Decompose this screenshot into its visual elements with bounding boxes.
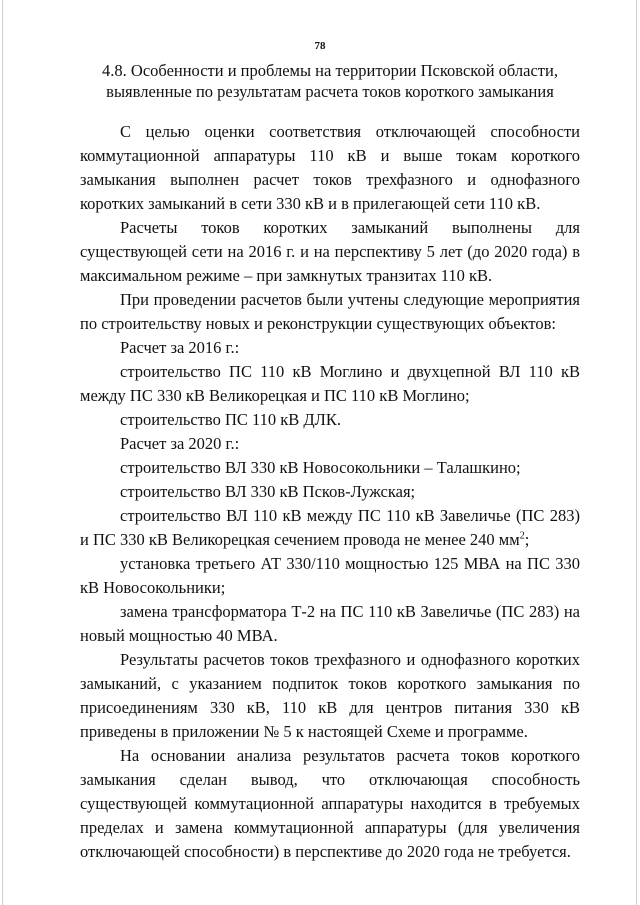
list-item-moglino: строительство ПС 110 кВ Моглино и двухцепной ВЛ 110 кВ между ПС 330 кВ Великорецкая и ПС 110 кВ Моглино;: [80, 362, 580, 405]
section-heading: [90, 60, 570, 102]
cross-section-text: строительство ВЛ 110 кВ между ПС 110 кВ Завеличье (ПС 283) и ПС 330 кВ Великорецкая сечением провода не менее 240 мм: [80, 506, 580, 549]
section-heading-line-2: выявленные по результатам расчета токов короткого замыкания: [106, 82, 554, 101]
list-item-novosokolniki-talashkino: строительство ВЛ 330 кВ Новосокольники – Талашкино;: [120, 458, 521, 477]
scan-edge-right: [636, 0, 637, 905]
scan-edge-left: [2, 0, 3, 905]
list-item-zavelichye-line: [80, 504, 580, 552]
section-heading-line-1: 4.8. Особенности и проблемы на территории Псковской области,: [102, 61, 558, 80]
list-item-third-autotransformer: установка третьего АТ 330/110 мощностью 125 МВА на ПС 330 кВ Новосокольники;: [80, 554, 580, 597]
paragraph-calc-2020: Расчет за 2020 г.:: [120, 434, 240, 453]
cross-section-tail: ;: [524, 530, 530, 549]
page-number: 78: [314, 40, 326, 52]
superscript-squared: 2: [519, 530, 525, 542]
body-text: [80, 120, 580, 864]
list-item-transformer-replacement: замена трансформатора Т-2 на ПС 110 кВ Завеличье (ПС 283) на новый мощностью 40 МВА.: [80, 602, 580, 645]
paragraph-purpose: С целью оценки соответствия отключающей способности коммутационной аппаратуры 110 кВ и выше токам короткого замыкания выполнен расчет токов трехфазного и однофазного коротких замыканий в сети 330 кВ и в прилегающей сети 110 кВ.: [80, 122, 580, 213]
list-item-dlk: строительство ПС 110 кВ ДЛК.: [120, 410, 341, 429]
paragraph-calc-2016: Расчет за 2016 г.:: [120, 338, 240, 357]
paragraph-results: Результаты расчетов токов трехфазного и однофазного коротких замыканий, с указанием подпиток токов короткого замыкания по присоединениям 330 кВ, 110 кВ для центров питания 330 кВ приведены в приложении № 5 к настоящей Схеме и программе.: [80, 650, 580, 741]
paragraph-conclusion: На основании анализа результатов расчета токов короткого замыкания сделан вывод, что отключающая способность существующей коммутационной аппаратуры находится в требуемых пределах и замена коммутационной аппаратуры (для увеличения отключающей способности) в перспективе до 2020 года не требуется.: [80, 746, 580, 861]
paragraph-calculations: Расчеты токов коротких замыканий выполнены для существующей сети на 2016 г. и на перспективу 5 лет (до 2020 года) в максимальном режиме – при замкнутых транзитах 110 кВ.: [80, 218, 580, 285]
list-item-pskov-luzhskaya: строительство ВЛ 330 кВ Псков-Лужская;: [120, 482, 416, 501]
paragraph-measures-intro: При проведении расчетов были учтены следующие мероприятия по строительству новых и реконструкции существующих объектов:: [80, 290, 580, 333]
